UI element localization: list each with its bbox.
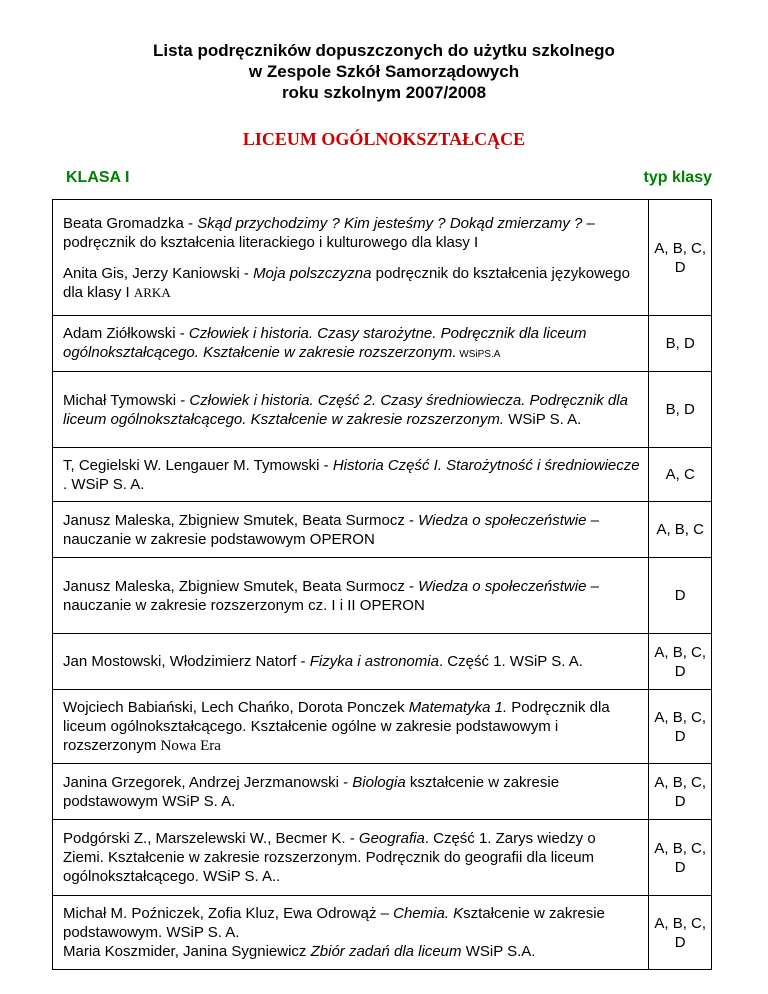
book-description [53,634,649,690]
book-description [53,896,649,970]
author-text: Maria Koszmider, Janina Sygniewicz [63,943,311,960]
book-title: Zbiór zadań dla liceum [310,943,462,960]
table-row [53,448,712,502]
table-row [53,316,712,372]
table-row [53,634,712,690]
table-row [53,502,712,558]
title-line-3: roku szkolnym 2007/2008 [281,83,487,102]
author-text: Michał M. Poźniczek, Zofia Kluz, Ewa Odrowąż – [63,905,394,922]
author-text: Beata Gromadzka - [63,214,198,232]
book-description [53,372,649,448]
book-title: Moja polszczyzna [253,264,372,282]
class-type-cell: A, C [649,448,712,502]
school-type-heading: LICEUM OGÓLNOKSZTAŁCĄCE [242,129,526,149]
class-type-cell: B, D [649,372,712,448]
book-title: Wiedza o społeczeństwie [418,511,587,529]
author-text: Janusz Maleska, Zbigniew Smutek, Beata Surmocz - [63,577,419,595]
document-title [0,40,768,103]
book-title: Człowiek i historia. Część 2. Czasy średniowiecza. Podręcznik dla liceum ogólnokształcącego. Kształcenie w zakresie rozszerzonym. [63,391,628,428]
spacer [63,252,640,264]
book-details: podręcznik do kształcenia językowego dla klasy I [63,264,630,301]
book-details: . Część 1. WSiP S. A. [438,653,583,670]
author-text: Adam Ziółkowski - [63,324,189,342]
table-row [53,200,712,316]
class-type-cell: A, B, C, D [649,200,712,316]
author-text: Wojciech Babiański, Lech Chańko, Dorota Ponczek [63,698,409,716]
book-details: – nauczanie w zakresie rozszerzonym cz. I i II OPERON [63,577,599,614]
book-title: Wiedza o społeczeństwie [418,577,587,595]
publisher-text: ARKA [133,284,171,300]
book-description [53,316,649,372]
author-text: Podgórski Z., Marszelewski W., Becmer K. - [63,830,359,847]
book-title: Biologia [352,773,406,791]
table-row [53,820,712,896]
book-details: – podręcznik do kształcenia literackiego i kulturowego dla klasy I [63,214,595,251]
book-title: Matematyka 1. [408,698,508,716]
author-text: Jan Mostowski, Włodzimierz Natorf - [63,653,310,670]
book-details: Podręcznik dla liceum ogólnokształcącego. Kształcenie ogólne w zakresie podstawowym i rozszerzonym [63,698,610,754]
class-type-cell: B, D [649,316,712,372]
class-label: KLASA I [66,169,130,186]
class-type-cell: A, B, C, D [649,820,712,896]
class-type-cell: A, B, C, D [649,690,712,764]
book-details: – nauczanie w zakresie podstawowym OPERON [63,511,599,548]
book-details: kształcenie w zakresie podstawowym WSiP S. A. [63,773,560,810]
publisher-text: Nowa Era [160,737,221,754]
book-title: Człowiek i historia. Czasy starożytne. Podręcznik dla liceum ogólnokształcącego. Kształcenie w zakresie rozszerzonym. [63,324,587,361]
table-row [53,690,712,764]
table-row [53,764,712,820]
publisher-text: WSiP S. A. [504,410,582,428]
book-description [53,558,649,634]
class-type-cell: D [649,558,712,634]
table-row [53,372,712,448]
book-title: Fizyka i astronomia [309,653,439,670]
class-type-label: typ klasy [643,169,712,186]
book-description [53,448,649,502]
author-text: Anita Gis, Jerzy Kaniowski - [63,264,254,282]
publisher-text: WSiP S.A. [461,943,536,960]
title-line-1: Lista podręczników dopuszczonych do użytku szkolnego [153,41,615,60]
author-text: Janina Grzegorek, Andrzej Jerzmanowski - [63,773,353,791]
class-type-cell: A, B, C, D [649,634,712,690]
publisher-text: . WSiP S. A. [63,475,145,493]
book-title: Skąd przychodzimy ? Kim jesteśmy ? Dokąd zmierzamy ? [197,214,583,232]
class-type-cell: A, B, C, D [649,896,712,970]
book-description [53,690,649,764]
book-description [53,200,649,316]
class-type-cell: A, B, C [649,502,712,558]
class-type-cell: A, B, C, D [649,764,712,820]
book-description [53,764,649,820]
book-details: . Część 1. Zarys wiedzy o Ziemi. Kształcenie w zakresie rozszerzonym. Podręcznik do geografii dla liceum ogólnokształcącego. WSiP S. A.. [63,830,596,885]
title-line-2: w Zespole Szkół Samorządowych [248,62,520,81]
book-details: ształcenie w zakresie podstawowym. WSiP S. A. [63,905,605,941]
table-row [53,896,712,970]
author-text: T, Cegielski W. Lengauer M. Tymowski - [63,456,333,474]
author-text: Janusz Maleska, Zbigniew Smutek, Beata Surmocz - [63,511,419,529]
publisher-text: WSiPS.A [456,348,501,360]
book-description [53,502,649,558]
table-row [53,558,712,634]
author-text: Michał Tymowski - [63,391,190,409]
book-description [53,820,649,896]
textbook-table [52,199,712,970]
book-title: Chemia. K [393,905,464,922]
book-title: Historia Część I. Starożytność i średniowiecze [332,456,640,474]
book-title: Geografia [358,830,425,847]
